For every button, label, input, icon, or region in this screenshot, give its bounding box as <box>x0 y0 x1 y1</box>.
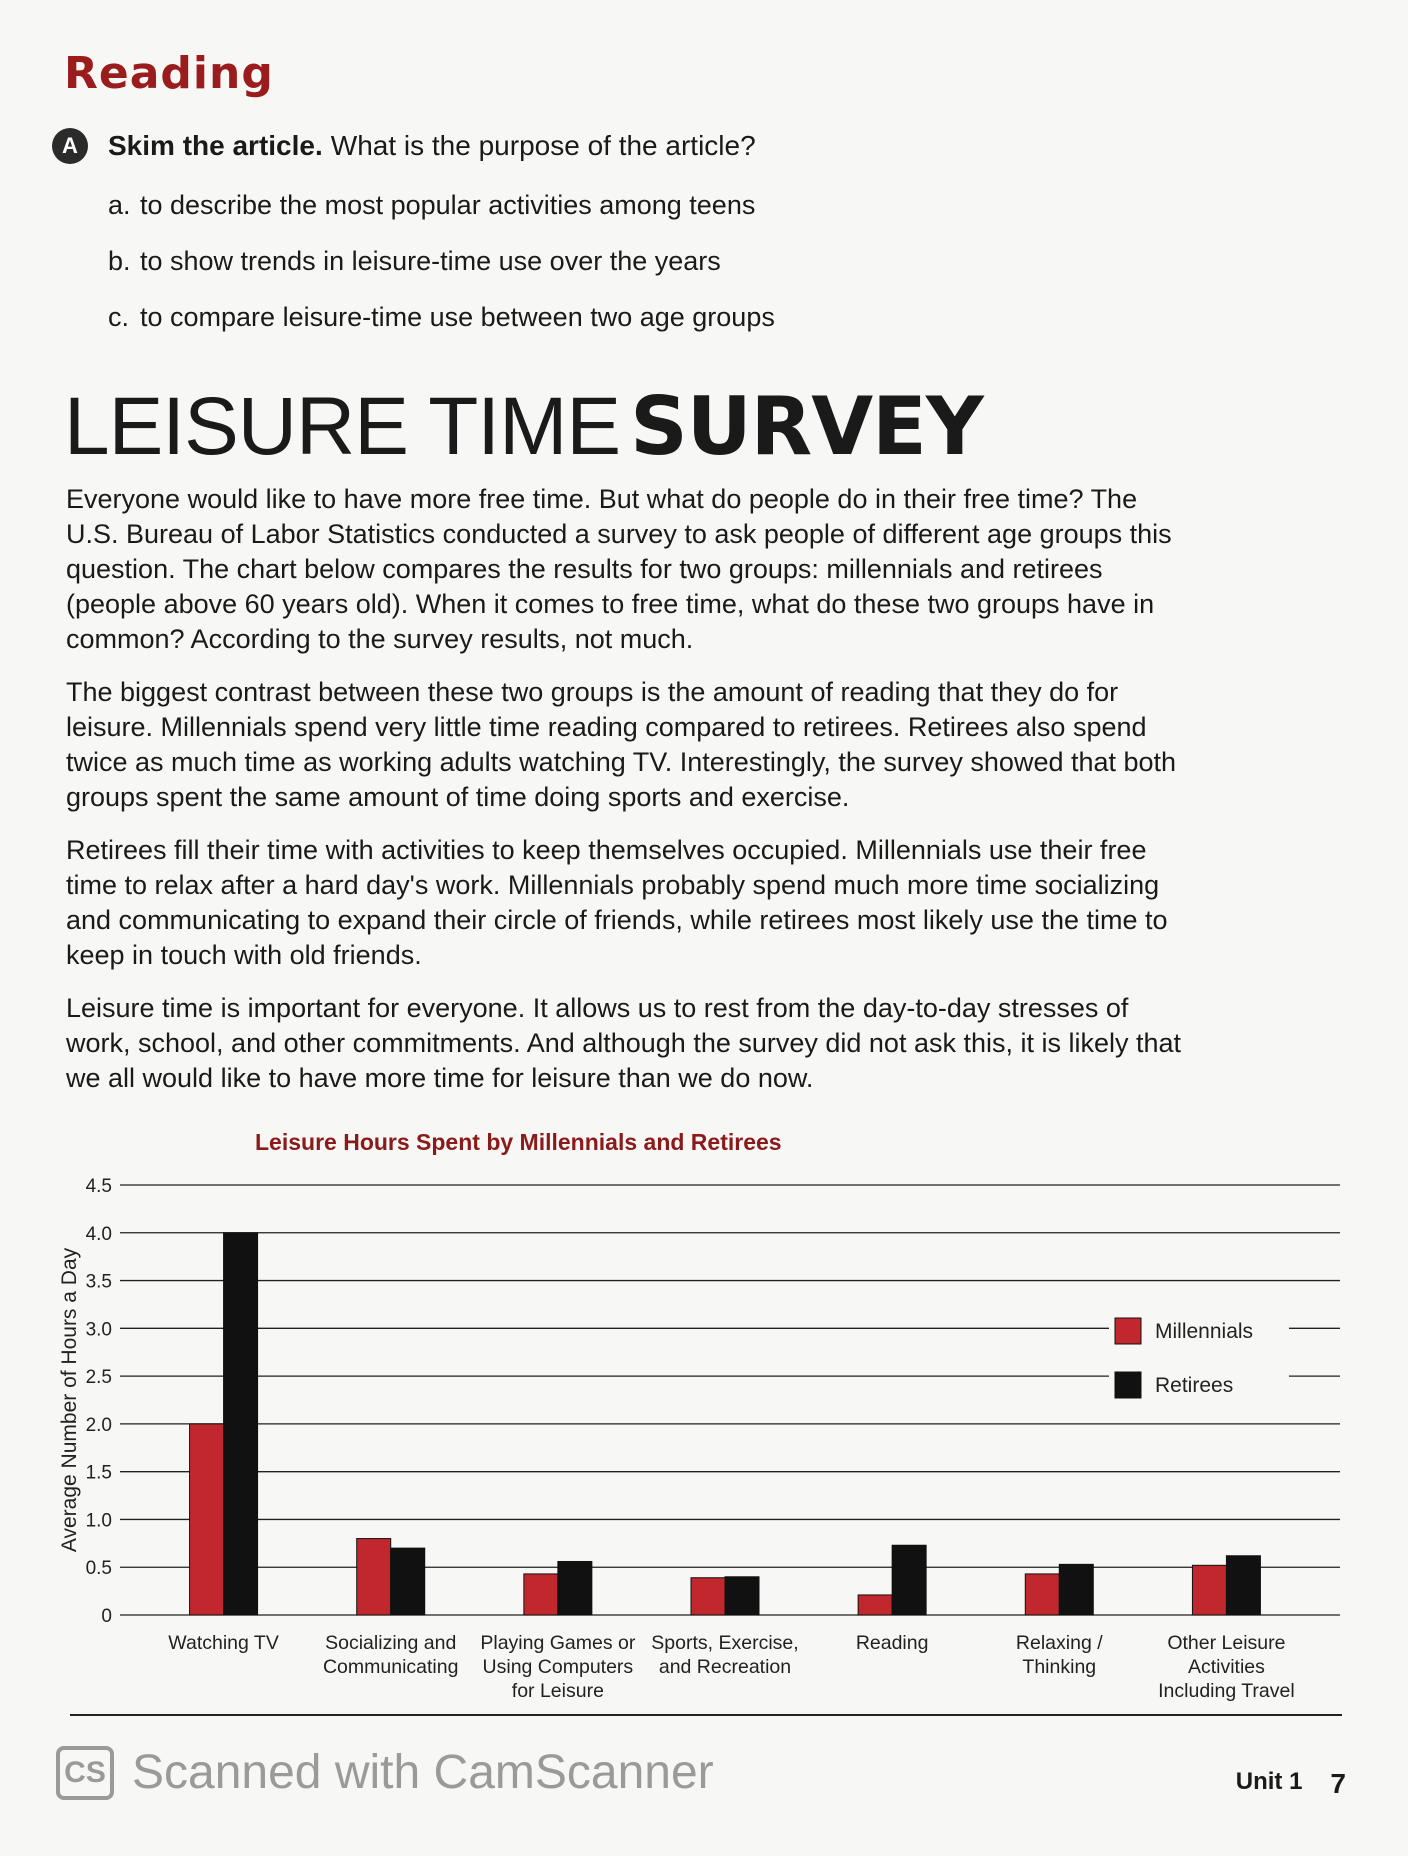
choice-b[interactable] <box>108 246 775 302</box>
legend-swatch <box>1115 1318 1141 1344</box>
x-tick-label: Using Computers <box>482 1656 634 1678</box>
choice-letter: c. <box>108 302 130 332</box>
bar-retirees <box>892 1545 926 1615</box>
y-axis-label: Average Number of Hours a Day <box>58 1247 81 1553</box>
article-title <box>64 380 983 474</box>
x-tick-label: Playing Games or <box>480 1632 636 1654</box>
article-paragraph-4: Leisure time is important for everyone. It allows us to rest from the day-to-day stresses of work, school, and other commitments. And although the survey did not ask this, it is likely that we all would like to have more time for leisure than we do now. <box>66 993 1182 1093</box>
camscanner-logo-icon: CS <box>56 1746 114 1800</box>
article-title-bold: SURVEY <box>630 380 983 473</box>
bar-millennials <box>190 1424 224 1615</box>
article-title-light: LEISURE TIME <box>64 381 621 472</box>
bar-millennials <box>524 1574 558 1615</box>
y-tick-label: 1.5 <box>85 1462 112 1484</box>
choice-letter: a. <box>108 190 131 220</box>
chart-title: Leisure Hours Spent by Millennials and Retirees <box>255 1129 782 1155</box>
x-tick-label: Watching TV <box>168 1632 279 1654</box>
choice-letter: b. <box>108 246 131 276</box>
leisure-chart-svg <box>40 1120 1370 1720</box>
bar-retirees <box>224 1233 258 1615</box>
section-heading: Reading <box>64 48 274 99</box>
y-tick-label: 2.0 <box>85 1414 112 1436</box>
article-paragraph-1: Everyone would like to have more free time. But what do people do in their free time? The U.S. Bureau of Labor Statistics conducted a survey to ask people of different age groups this question. The chart below compares the results for two groups: millennials and retirees (people above 60 years old). When it comes to free time, what do these two groups have in common? According to the survey results, not much. <box>66 484 1172 654</box>
x-tick-label: Reading <box>855 1632 929 1654</box>
bar-millennials <box>691 1578 725 1615</box>
y-tick-label: 0.5 <box>85 1558 112 1580</box>
choice-text: to compare leisure-time use between two age groups <box>140 302 775 332</box>
activity-badge: A <box>52 128 88 164</box>
scanner-text: Scanned with CamScanner <box>132 1746 714 1799</box>
bar-retirees <box>558 1561 592 1615</box>
choice-c[interactable] <box>108 302 775 358</box>
x-tick-label: Thinking <box>1022 1656 1097 1678</box>
article-paragraph-3: Retirees fill their time with activities to keep themselves occupied. Millennials use their free time to relax after a hard day's work. Millennials probably spend much more time socializing and communicating to expand their circle of friends, while retirees most likely use the time to keep in touch with old friends. <box>66 835 1168 970</box>
choice-a[interactable] <box>108 190 775 246</box>
y-tick-label: 4.0 <box>85 1223 112 1245</box>
activity-question: What is the purpose of the article? <box>330 130 756 161</box>
unit-label: Unit 1 <box>1235 1768 1303 1795</box>
x-tick-label: Communicating <box>322 1656 459 1678</box>
choice-text: to show trends in leisure-time use over the years <box>140 246 721 276</box>
page-number: 7 <box>1330 1768 1346 1799</box>
bar-millennials <box>357 1539 391 1615</box>
x-tick-label: for Leisure <box>511 1680 604 1702</box>
y-tick-label: 2.5 <box>85 1367 112 1389</box>
article-body <box>66 482 1196 1114</box>
scanner-watermark <box>56 1745 714 1800</box>
x-tick-label: and Recreation <box>658 1656 792 1678</box>
footer-rule <box>70 1714 1342 1716</box>
activity-a-prompt <box>52 128 952 164</box>
x-tick-label: Other Leisure <box>1167 1632 1286 1654</box>
legend-label: Millennials <box>1155 1320 1254 1343</box>
activity-lead: Skim the article. <box>108 130 323 161</box>
y-tick-label: 4.5 <box>85 1176 112 1197</box>
answer-choices <box>108 190 775 358</box>
bar-retirees <box>1059 1564 1093 1615</box>
legend-swatch <box>1115 1372 1141 1398</box>
x-tick-label: Socializing and <box>325 1632 457 1654</box>
bar-retirees <box>1226 1556 1260 1615</box>
bar-millennials <box>1192 1565 1226 1615</box>
y-tick-label: 0 <box>101 1606 112 1627</box>
article-paragraph-2: The biggest contrast between these two groups is the amount of reading that they do for leisure. Millennials spend very little time reading compared to retirees. Retirees also spend twice as much time as working adults watching TV. Interestingly, the survey showed that both groups spent the same amount of time doing sports and exercise. <box>66 677 1177 812</box>
choice-text: to describe the most popular activities among teens <box>140 190 756 220</box>
y-tick-label: 3.0 <box>85 1319 112 1341</box>
y-tick-label: 3.5 <box>85 1271 112 1293</box>
x-tick-label: Including Travel <box>1158 1680 1295 1702</box>
x-tick-label: Sports, Exercise, <box>651 1632 799 1654</box>
x-tick-label: Activities <box>1187 1656 1265 1678</box>
x-tick-label: Relaxing / <box>1015 1632 1103 1654</box>
page-footer <box>1236 1768 1346 1800</box>
bar-millennials <box>858 1595 892 1615</box>
bar-retirees <box>391 1548 425 1615</box>
leisure-chart <box>40 1120 1370 1720</box>
y-tick-label: 1.0 <box>85 1510 112 1532</box>
legend-label: Retirees <box>1155 1374 1234 1397</box>
bar-retirees <box>725 1577 759 1615</box>
bar-millennials <box>1025 1574 1059 1615</box>
